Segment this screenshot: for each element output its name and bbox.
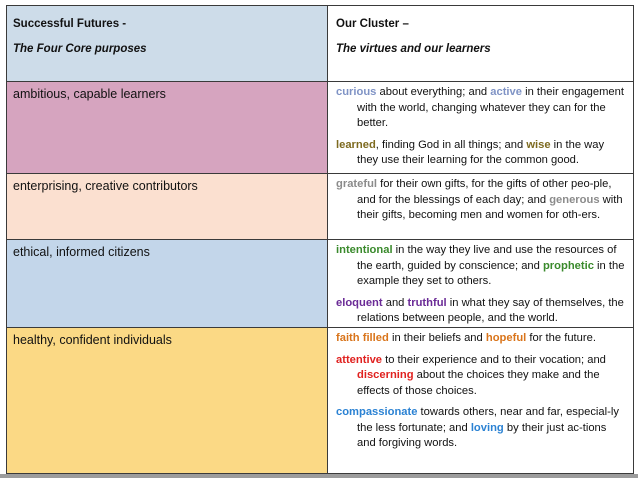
purpose-label: ethical, informed citizens	[13, 245, 150, 259]
header-right-subtitle: The virtues and our learners	[336, 42, 491, 55]
header-row	[7, 6, 634, 82]
virtue-keyword: generous	[549, 193, 600, 206]
virtue-text: towards others, near and far, especial-ly the less fortunate; and	[357, 406, 619, 434]
purpose-cell	[7, 82, 328, 174]
virtue-text: and	[382, 296, 408, 309]
virtue-statement	[336, 85, 627, 132]
virtue-keyword: compassionate	[336, 406, 418, 418]
virtue-keyword: intentional	[336, 244, 393, 256]
virtue-statement	[336, 405, 627, 452]
virtue-text: with their gifts, becoming men and women for oth-ers.	[357, 193, 623, 221]
virtue-keyword: attentive	[336, 353, 383, 366]
virtue-keyword: discerning	[357, 369, 414, 381]
virtue-text: in what they say of themselves, the relations between people, and the world.	[357, 296, 624, 324]
table-row	[7, 82, 634, 174]
purpose-cell	[7, 174, 328, 240]
table-row	[7, 174, 634, 240]
virtue-statement	[336, 331, 627, 347]
virtue-text: by their just ac-tions and forgiving words.	[357, 421, 607, 449]
virtue-keyword: wise	[526, 138, 551, 151]
virtue-text: , finding God in all things; and	[375, 138, 527, 151]
virtues-cell	[328, 240, 634, 328]
virtues-cell	[328, 328, 634, 474]
virtue-statement	[336, 296, 627, 327]
virtue-keyword: eloquent	[336, 296, 383, 309]
virtues-cell	[328, 174, 634, 240]
header-left-subtitle: The Four Core purposes	[13, 42, 147, 55]
virtue-text: for their own gifts, for the gifts of other peo-ple, and for the blessings of each day; and	[357, 178, 612, 206]
purpose-label: ambitious, capable learners	[13, 87, 166, 101]
purpose-cell	[7, 328, 328, 474]
virtue-statement	[336, 138, 627, 169]
virtue-keyword: grateful	[336, 178, 378, 190]
virtues-cell	[328, 82, 634, 174]
purpose-cell	[7, 240, 328, 328]
virtue-text: in the example they set to others.	[357, 259, 625, 287]
table-row	[7, 328, 634, 474]
virtue-statement	[336, 353, 627, 400]
virtue-text: in the way they use their learning for the common good.	[357, 138, 605, 166]
virtue-keyword: curious	[336, 86, 377, 98]
virtue-text: for the future.	[526, 332, 596, 344]
virtue-text: in the way they live and use the resources of the earth, guided by conscience; and	[357, 244, 617, 272]
header-right-cell	[328, 6, 634, 82]
virtue-keyword: learned	[336, 138, 376, 151]
virtue-text: in their beliefs and	[388, 332, 486, 344]
header-right-title: Our Cluster –	[336, 18, 409, 30]
bottom-divider	[0, 474, 638, 478]
virtue-text: about everything; and	[376, 86, 491, 98]
virtue-keyword: hopeful	[485, 332, 527, 344]
purpose-label: enterprising, creative contributors	[13, 179, 198, 193]
virtue-text: to their experience and to their vocation; and	[382, 353, 606, 366]
virtue-keyword: prophetic	[542, 259, 594, 272]
virtue-text: about the choices they make and the effects of those choices.	[357, 369, 600, 397]
virtue-keyword: faith filled	[336, 332, 389, 344]
purpose-label: healthy, confident individuals	[13, 333, 172, 347]
table-row	[7, 240, 634, 328]
header-left-cell	[7, 6, 328, 82]
header-left-title: Successful Futures -	[13, 18, 127, 30]
virtue-keyword: loving	[470, 421, 504, 434]
virtue-statement	[336, 243, 627, 290]
virtue-statement	[336, 177, 627, 224]
virtue-keyword: active	[490, 86, 522, 98]
virtue-keyword: truthful	[407, 296, 447, 309]
virtues-table	[6, 5, 634, 474]
virtue-text: in their engagement with the world, changing whatever they can for the better.	[357, 86, 624, 129]
